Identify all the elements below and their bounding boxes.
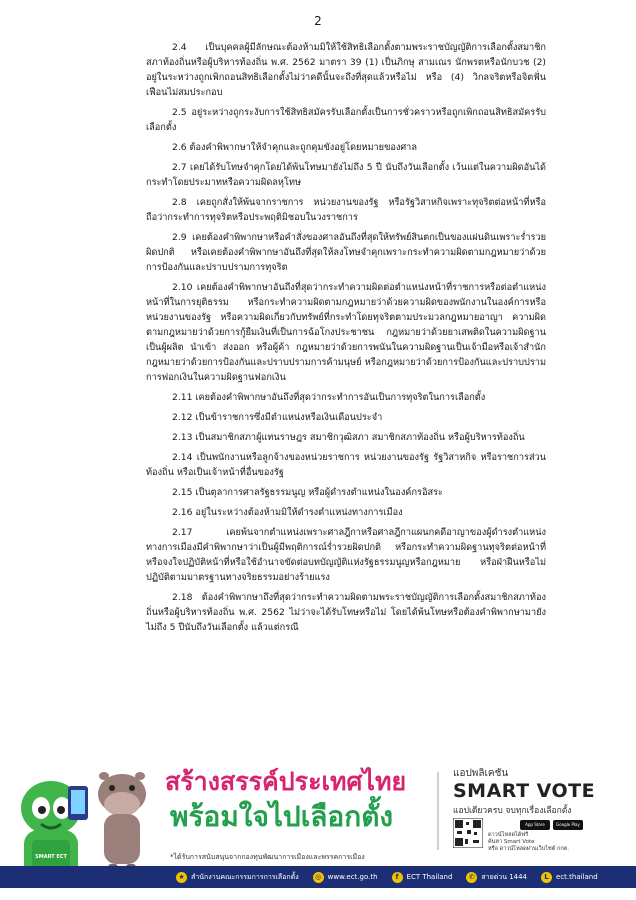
paragraph-2-14: 2.14 เป็นพนักงานหรือลูกจ้างของหน่วยราชการ หน่วยงานของรัฐ รัฐวิสาหกิจ หรือราชการส่วนท้องถิ่น หรือเป็นเจ้าหน้าที่อื่นของรัฐ (146, 452, 546, 478)
contact-item-hotline[interactable] (466, 872, 527, 883)
paragraph-2-11: 2.11 เคยต้องคำพิพากษาอันถึงที่สุดว่ากระทำการอันเป็นการทุจริตในการเลือกตั้ง (172, 392, 486, 403)
paragraph-2-15: 2.15 เป็นตุลาการศาลรัฐธรรมนูญ หรือผู้ดำรงตำแหน่งในองค์กรอิสระ (172, 487, 443, 498)
globe-icon: ◎ (313, 872, 324, 883)
contact-item-label: ECT Thailand (406, 873, 453, 881)
phone-icon: ✆ (466, 872, 477, 883)
paragraph-2-9: 2.9 เคยต้องคำพิพากษาหรือคำสั่งของศาลอันถึงที่สุดให้ทรัพย์สินตกเป็นของแผ่นดินเพราะร่ำรวยผิดปกติ หรือเคยต้องคำพิพากษาอันถึงที่สุดให้ลงโทษจำคุกเพราะกระทำความผิดตามกฎหมายว่าด้วยการป้องกันและปราบปรามการทุจริต (146, 232, 546, 273)
contact-item-label: ect.thailand (556, 873, 598, 881)
contact-item-office (176, 872, 299, 883)
app-name: SMART VOTE (453, 780, 596, 802)
contact-item-website[interactable] (313, 872, 378, 883)
contact-item-label: www.ect.go.th (327, 873, 378, 881)
banner-divider (437, 772, 439, 850)
mascot-badge-text: SMART ECT (35, 854, 67, 860)
paragraph-2-6: 2.6 ต้องคำพิพากษาให้จำคุกและถูกคุมขังอยู่โดยหมายของศาล (172, 142, 417, 153)
paragraph-2-18: 2.18 ต้องคำพิพากษาถึงที่สุดว่ากระทำความผิดตามพระราชบัญญัติการเลือกตั้งสมาชิกสภาท้องถิ่นหรือผู้บริหารท้องถิ่น พ.ศ. 2562 ไม่ว่าจะได้รับโทษหรือไม่ โดยได้พ้นโทษหรือต้องคำพิพากษามายังไม่ถึง 5 ปีนับถึงวันเลือกตั้ง แล้วแต่กรณี (146, 592, 546, 633)
contact-item-line[interactable] (541, 872, 598, 883)
contact-bar (0, 866, 636, 888)
paragraph-2-17: 2.17 เคยพ้นจากตำแหน่งเพราะศาลฎีกาหรือศาลฎีกาแผนกคดีอาญาของผู้ดำรงตำแหน่งทางการเมืองมีคำพิพากษาว่าเป็นผู้มีพฤติการณ์ร่ำรวยผิดปกติ หรือกระทำความผิดฐานทุจริตต่อหน้าที่ หรือจงใจปฏิบัติหน้าที่หรือใช้อำนาจขัดต่อบทบัญญัติแห่งรัฐธรรมนูญหรือกฎหมาย หรือฝ่าฝืนหรือไม่ปฏิบัติตามมาตรฐานทางจริยธรรมอย่างร้ายแรง (146, 527, 546, 583)
paragraph-2-12: 2.12 เป็นข้าราชการซึ่งมีตำแหน่งหรือเงินเดือนประจำ (172, 412, 383, 423)
line-icon: L (541, 872, 552, 883)
paragraph-2-10: 2.10 เคยต้องคำพิพากษาอันถึงที่สุดว่ากระทำความผิดต่อตำแหน่งหน้าที่ราชการหรือต่อตำแหน่งหน้าที่ในการยุติธรรม หรือกระทำความผิดตามกฎหมายว่าด้วยความผิดของพนักงานในองค์การหรือหน่วยงานของรัฐ หรือความผิดเกี่ยวกับทรัพย์ที่กระทำโดยทุจริตตามประมวลกฎหมายอาญา ความผิดตามกฎหมายว่าด้วยการกู้ยืมเงินที่เป็นการฉ้อโกงประชาชน กฎหมายว่าด้วยยาเสพติดในความผิดฐานเป็นผู้ผลิต นำเข้า ส่งออก หรือผู้ค้า กฎหมายว่าด้วยการพนันในความผิดฐานเป็นเจ้ามือหรือเจ้าสำนัก กฎหมายว่าด้วยการป้องกันและปราบปรามการค้ามนุษย์ หรือกฎหมายว่าด้วยการป้องกันและปราบปรามการฟอกเงินในความผิดฐานฟอกเงิน (146, 282, 546, 383)
paragraph-2-8: 2.8 เคยถูกสั่งให้พ้นจากราชการ หน่วยงานของรัฐ หรือรัฐวิสาหกิจเพราะทุจริตต่อหน้าที่หรือถือว่ากระทำการทุจริตหรือประพฤติมิชอบในวงราชการ (146, 197, 546, 223)
facebook-icon: f (392, 872, 403, 883)
hippo-mascot-icon (90, 768, 154, 876)
page-number: 2 (314, 14, 322, 28)
qr-code-icon[interactable] (453, 818, 483, 848)
slogan-line-1: สร้างสรรค์ประเทศไทย (165, 767, 407, 796)
paragraph-2-5: 2.5 อยู่ระหว่างถูกระงับการใช้สิทธิสมัครรับเลือกตั้งเป็นการชั่วคราวหรือถูกเพิกถอนสิทธิสมัครรับเลือกตั้ง (146, 107, 546, 133)
slogan-line-2: พร้อมใจไปเลือกตั้ง (170, 800, 394, 833)
contact-item-label: สายด่วน 1444 (481, 872, 528, 881)
paragraph-2-13: 2.13 เป็นสมาชิกสภาผู้แทนราษฎร สมาชิกวุฒิสภา สมาชิกสภาท้องถิ่น หรือผู้บริหารท้องถิ่น (172, 432, 525, 443)
app-tagline: แอปเดียวครบ จบทุกเรื่องเลือกตั้ง (453, 806, 572, 816)
funding-disclaimer: *ได้รับการสนับสนุนจากกองทุนพัฒนาการเมืองและพรรคการเมือง (170, 853, 365, 861)
app-store-badge[interactable]: App Store (520, 820, 550, 830)
app-label: แอปพลิเคชัน (453, 768, 509, 779)
google-play-badge[interactable]: Google Play (553, 820, 583, 830)
ect-logo-icon: ★ (176, 872, 187, 883)
paragraph-2-16: 2.16 อยู่ในระหว่างต้องห้ามมิให้ดำรงตำแหน่งทางการเมือง (172, 507, 403, 518)
paragraph-2-4: 2.4 เป็นบุคคลผู้มีลักษณะต้องห้ามมิให้ใช้สิทธิเลือกตั้งตามพระราชบัญญัติการเลือกตั้งสมาชิกสภาท้องถิ่นหรือผู้บริหารท้องถิ่น พ.ศ. 2562 มาตรา 39 (1) เป็นภิกษุ สามเณร นักพรตหรือนักบวช (2) อยู่ในระหว่างถูกเพิกถอนสิทธิเลือกตั้งไม่ว่าคดีนั้นจะถึงที่สุดแล้วหรือไม่ หรือ (4) วิกลจริตหรือจิตฟั่นเฟือนไม่สมประกอบ (146, 42, 546, 98)
contact-item-facebook[interactable] (392, 872, 453, 883)
store-badges (520, 820, 583, 830)
contact-item-label: สำนักงานคณะกรรมการการเลือกตั้ง (191, 872, 299, 881)
store-instructions: ดาวน์โหลดได้ฟรี ค้นหา Smart Vote หรือ ดาวน์โหลดผ่านเว็บไซต์ กกต. (488, 832, 569, 852)
document-body (146, 40, 546, 640)
paragraph-2-7: 2.7 เคยได้รับโทษจำคุกโดยได้พ้นโทษมายังไม่ถึง 5 ปี นับถึงวันเลือกตั้ง เว้นแต่ในความผิดอันได้กระทำโดยประมาทหรือความผิดลหุโทษ (146, 162, 546, 188)
